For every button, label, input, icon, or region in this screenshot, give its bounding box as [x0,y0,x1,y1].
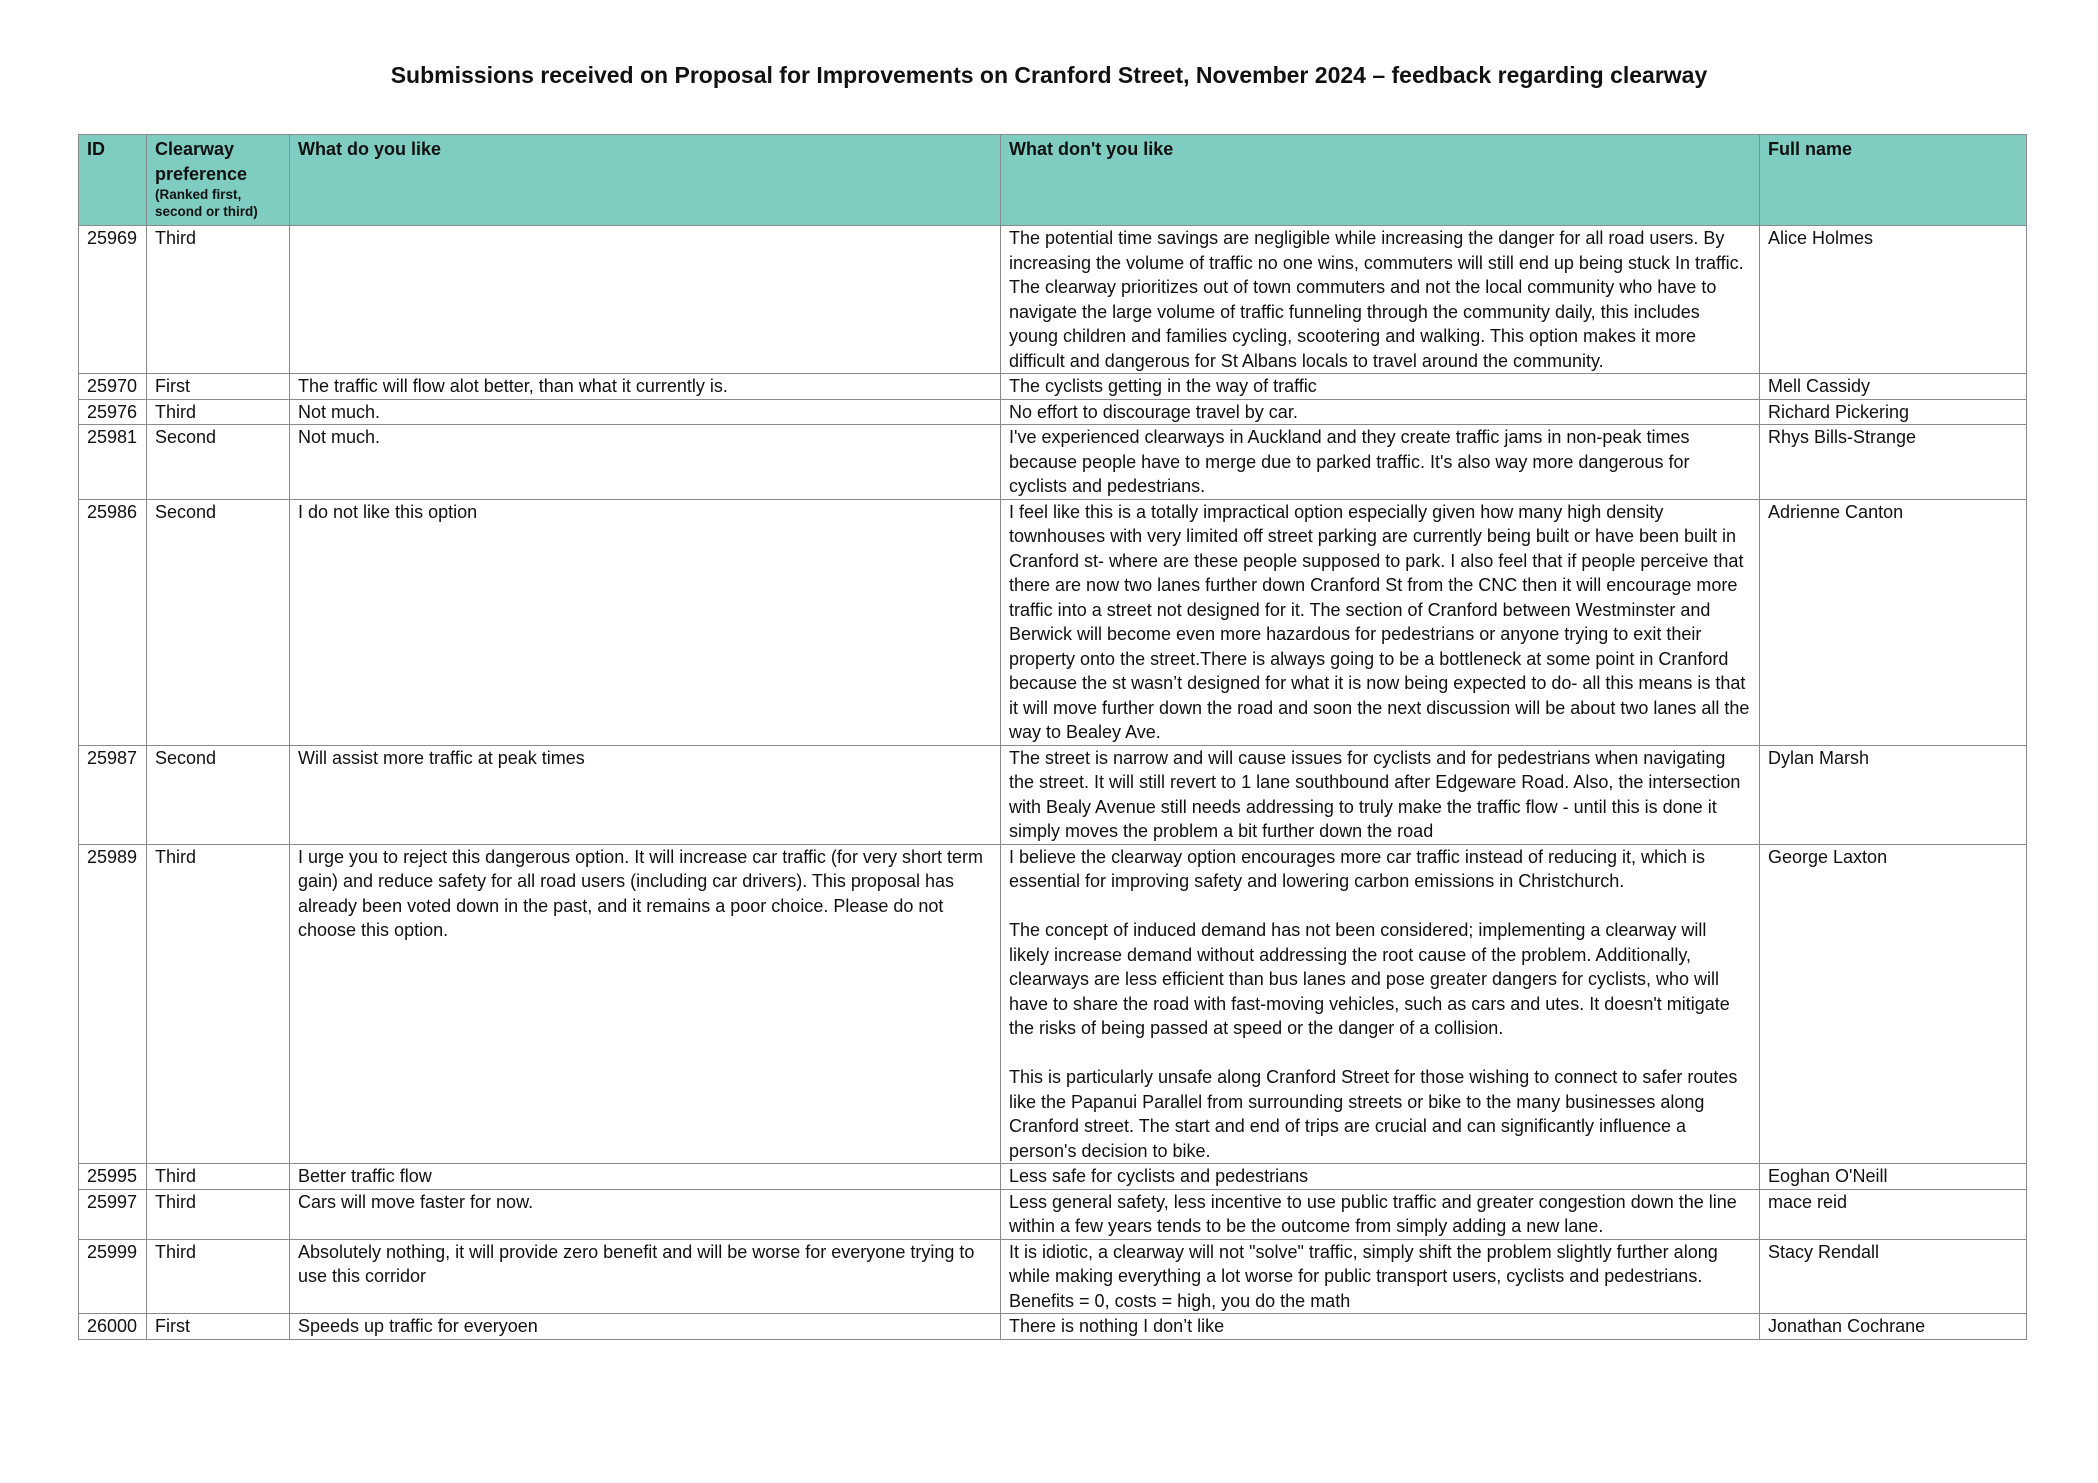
cell-clearway-preference: Second [147,499,290,745]
cell-what-you-dont-like [1001,425,1760,500]
dislike-paragraph: Less safe for cyclists and pedestrians [1009,1166,1309,1186]
table-row [79,1189,2027,1239]
header-preference-label: Clearway preference [155,139,248,184]
table-row [79,844,2027,1164]
table-row [79,1239,2027,1314]
cell-what-you-like: I do not like this option [290,499,1001,745]
cell-id: 25986 [79,499,147,745]
header-clearway-preference [147,135,290,226]
cell-clearway-preference: Third [147,226,290,374]
cell-clearway-preference: First [147,1314,290,1340]
cell-what-you-dont-like [1001,374,1760,400]
cell-what-you-dont-like [1001,1239,1760,1314]
cell-clearway-preference: Third [147,399,290,425]
cell-what-you-dont-like [1001,1189,1760,1239]
cell-full-name: mace reid [1760,1189,2027,1239]
dislike-paragraph: The concept of induced demand has not been considered; implementing a clearway will likely increase demand without addressing the root cause of the problem. Additionally, clearways are less efficient than bus lanes and pose greater dangers for cyclists, who will have to share the road with fast-moving vehicles, such as cars and utes. It doesn't mitigate the risks of being passed at speed or the danger of a collision. [1009,920,1730,1038]
dislike-paragraph: I believe the clearway option encourages more car traffic instead of reducing it, which is essential for improving safety and lowering carbon emissions in Christchurch. [1009,846,1706,891]
cell-full-name: Mell Cassidy [1760,374,2027,400]
cell-id: 25976 [79,399,147,425]
page-title: Submissions received on Proposal for Improvements on Cranford Street, November 2024 – feedback regarding clearway [390,62,1708,88]
table-row [79,399,2027,425]
cell-what-you-like: Absolutely nothing, it will provide zero benefit and will be worse for everyone trying to use this corridor [290,1239,1001,1314]
cell-full-name: Adrienne Canton [1760,499,2027,745]
cell-id: 25970 [79,374,147,400]
dislike-paragraph: No effort to discourage travel by car. [1009,401,1298,422]
table-row [79,499,2027,745]
cell-full-name: Stacy Rendall [1760,1239,2027,1314]
cell-full-name: Eoghan O'Neill [1760,1164,2027,1190]
cell-what-you-like: Speeds up traffic for everyoen [290,1314,1001,1340]
table-row [79,374,2027,400]
cell-what-you-like: Better traffic flow [290,1164,1001,1190]
cell-what-you-like: Cars will move faster for now. [290,1189,1001,1239]
cell-clearway-preference: Third [147,844,290,1164]
cell-full-name: Alice Holmes [1760,226,2027,374]
cell-what-you-like: Not much. [290,399,1001,425]
dislike-paragraph: It is idiotic, a clearway will not "solve" traffic, simply shift the problem slightly further along while making everything a lot worse for public transport users, cyclists and pedestrians. Benefits = 0, costs = high, you do the math [1009,1241,1718,1311]
cell-what-you-dont-like [1001,499,1760,745]
table-row [79,745,2027,844]
cell-full-name: Jonathan Cochrane [1760,1314,2027,1340]
header-row [79,135,2027,226]
submissions-table [78,134,2027,1340]
cell-clearway-preference: Third [147,1239,290,1314]
cell-what-you-dont-like [1001,1164,1760,1190]
cell-what-you-like: I urge you to reject this dangerous option. It will increase car traffic (for very short term gain) and reduce safety for all road users (including car drivers). This proposal has already been voted down in the past, and it remains a poor choice. Please do not choose this option. [290,844,1001,1164]
cell-what-you-dont-like [1001,226,1760,374]
dislike-paragraph: Less general safety, less incentive to use public traffic and greater congestion down the line within a few years tends to be the outcome from simply adding a new lane. [1009,1191,1737,1236]
table-row [79,1314,2027,1340]
dislike-paragraph: The potential time savings are negligible while increasing the danger for all road users. By increasing the volume of traffic no one wins, commuters will still end up being stuck In traffic. The clearway prioritizes out of town commuters and not the local community who have to navigate the large volume of traffic funneling through the community daily, this includes young children and families cycling, scootering and walking. This option makes it more difficult and dangerous for St Albans locals to travel around the community. [1009,228,1744,371]
header-full-name: Full name [1760,135,2027,226]
table-row [79,425,2027,500]
cell-full-name: George Laxton [1760,844,2027,1164]
dislike-paragraph: There is nothing I don’t like [1009,1316,1225,1336]
dislike-paragraph: This is particularly unsafe along Cranford Street for those wishing to connect to safer routes like the Papanui Parallel from surrounding streets or bike to the many businesses along Cranford street. The start and end of trips are crucial and can significantly influence a person's decision to bike. [1009,1067,1738,1161]
cell-id: 25987 [79,745,147,844]
table-row [79,1164,2027,1190]
cell-clearway-preference: Third [147,1189,290,1239]
cell-full-name: Dylan Marsh [1760,745,2027,844]
dislike-paragraph: The street is narrow and will cause issues for cyclists and for pedestrians when navigating the street. It will still revert to 1 lane southbound after Edgeware Road. Also, the intersection with Bealy Avenue still needs addressing to truly make the traffic flow - until this is done it simply moves the problem a bit further down the road [1009,747,1741,841]
cell-what-you-like: The traffic will flow alot better, than what it currently is. [290,374,1001,400]
cell-full-name: Richard Pickering [1760,399,2027,425]
cell-what-you-like: Not much. [290,425,1001,500]
header-id: ID [79,135,147,226]
cell-id: 25999 [79,1239,147,1314]
cell-what-you-like: Will assist more traffic at peak times [290,745,1001,844]
cell-clearway-preference: First [147,374,290,400]
dislike-paragraph: The cyclists getting in the way of traffic [1009,376,1317,396]
header-what-you-dont-like: What don't you like [1001,135,1760,226]
cell-id: 25981 [79,425,147,500]
header-preference-note: (Ranked first, second or third) [155,187,258,219]
dislike-paragraph: I've experienced clearways in Auckland and they create traffic jams in non-peak times because people have to merge due to parked traffic. It's also way more dangerous for cyclists and pedestrians. [1009,427,1690,496]
cell-full-name: Rhys Bills-Strange [1760,425,2027,500]
cell-what-you-like [290,226,1001,374]
cell-clearway-preference: Third [147,1164,290,1190]
cell-clearway-preference: Second [147,745,290,844]
cell-id: 25989 [79,844,147,1164]
header-what-you-like: What do you like [290,135,1001,226]
cell-id: 26000 [79,1314,147,1340]
dislike-paragraph: I feel like this is a totally impractical option especially given how many high density townhouses with very limited off street parking are currently being built or have been built in Cranford st- where are these people supposed to park. I also feel that if people perceive that there are now two lanes further down Cranford St from the CNC then it will encourage more traffic into a street not designed for it. The section of Cranford between Westminster and Berwick will become even more hazardous for pedestrians or anyone trying to exit their property onto the street.There is always going to be a bottleneck at some point in Cranford because the st wasn’t designed for what it is now being expected to do- all this means is that it will move further down the road and soon the next discussion will be about two lanes all the way to Bealey Ave. [1009,501,1750,742]
cell-what-you-dont-like [1001,399,1760,425]
cell-what-you-dont-like [1001,745,1760,844]
cell-what-you-dont-like [1001,1314,1760,1340]
cell-clearway-preference: Second [147,425,290,500]
cell-id: 25997 [79,1189,147,1239]
cell-id: 25969 [79,226,147,374]
table-row [79,226,2027,374]
cell-what-you-dont-like [1001,844,1760,1164]
cell-id: 25995 [79,1164,147,1190]
